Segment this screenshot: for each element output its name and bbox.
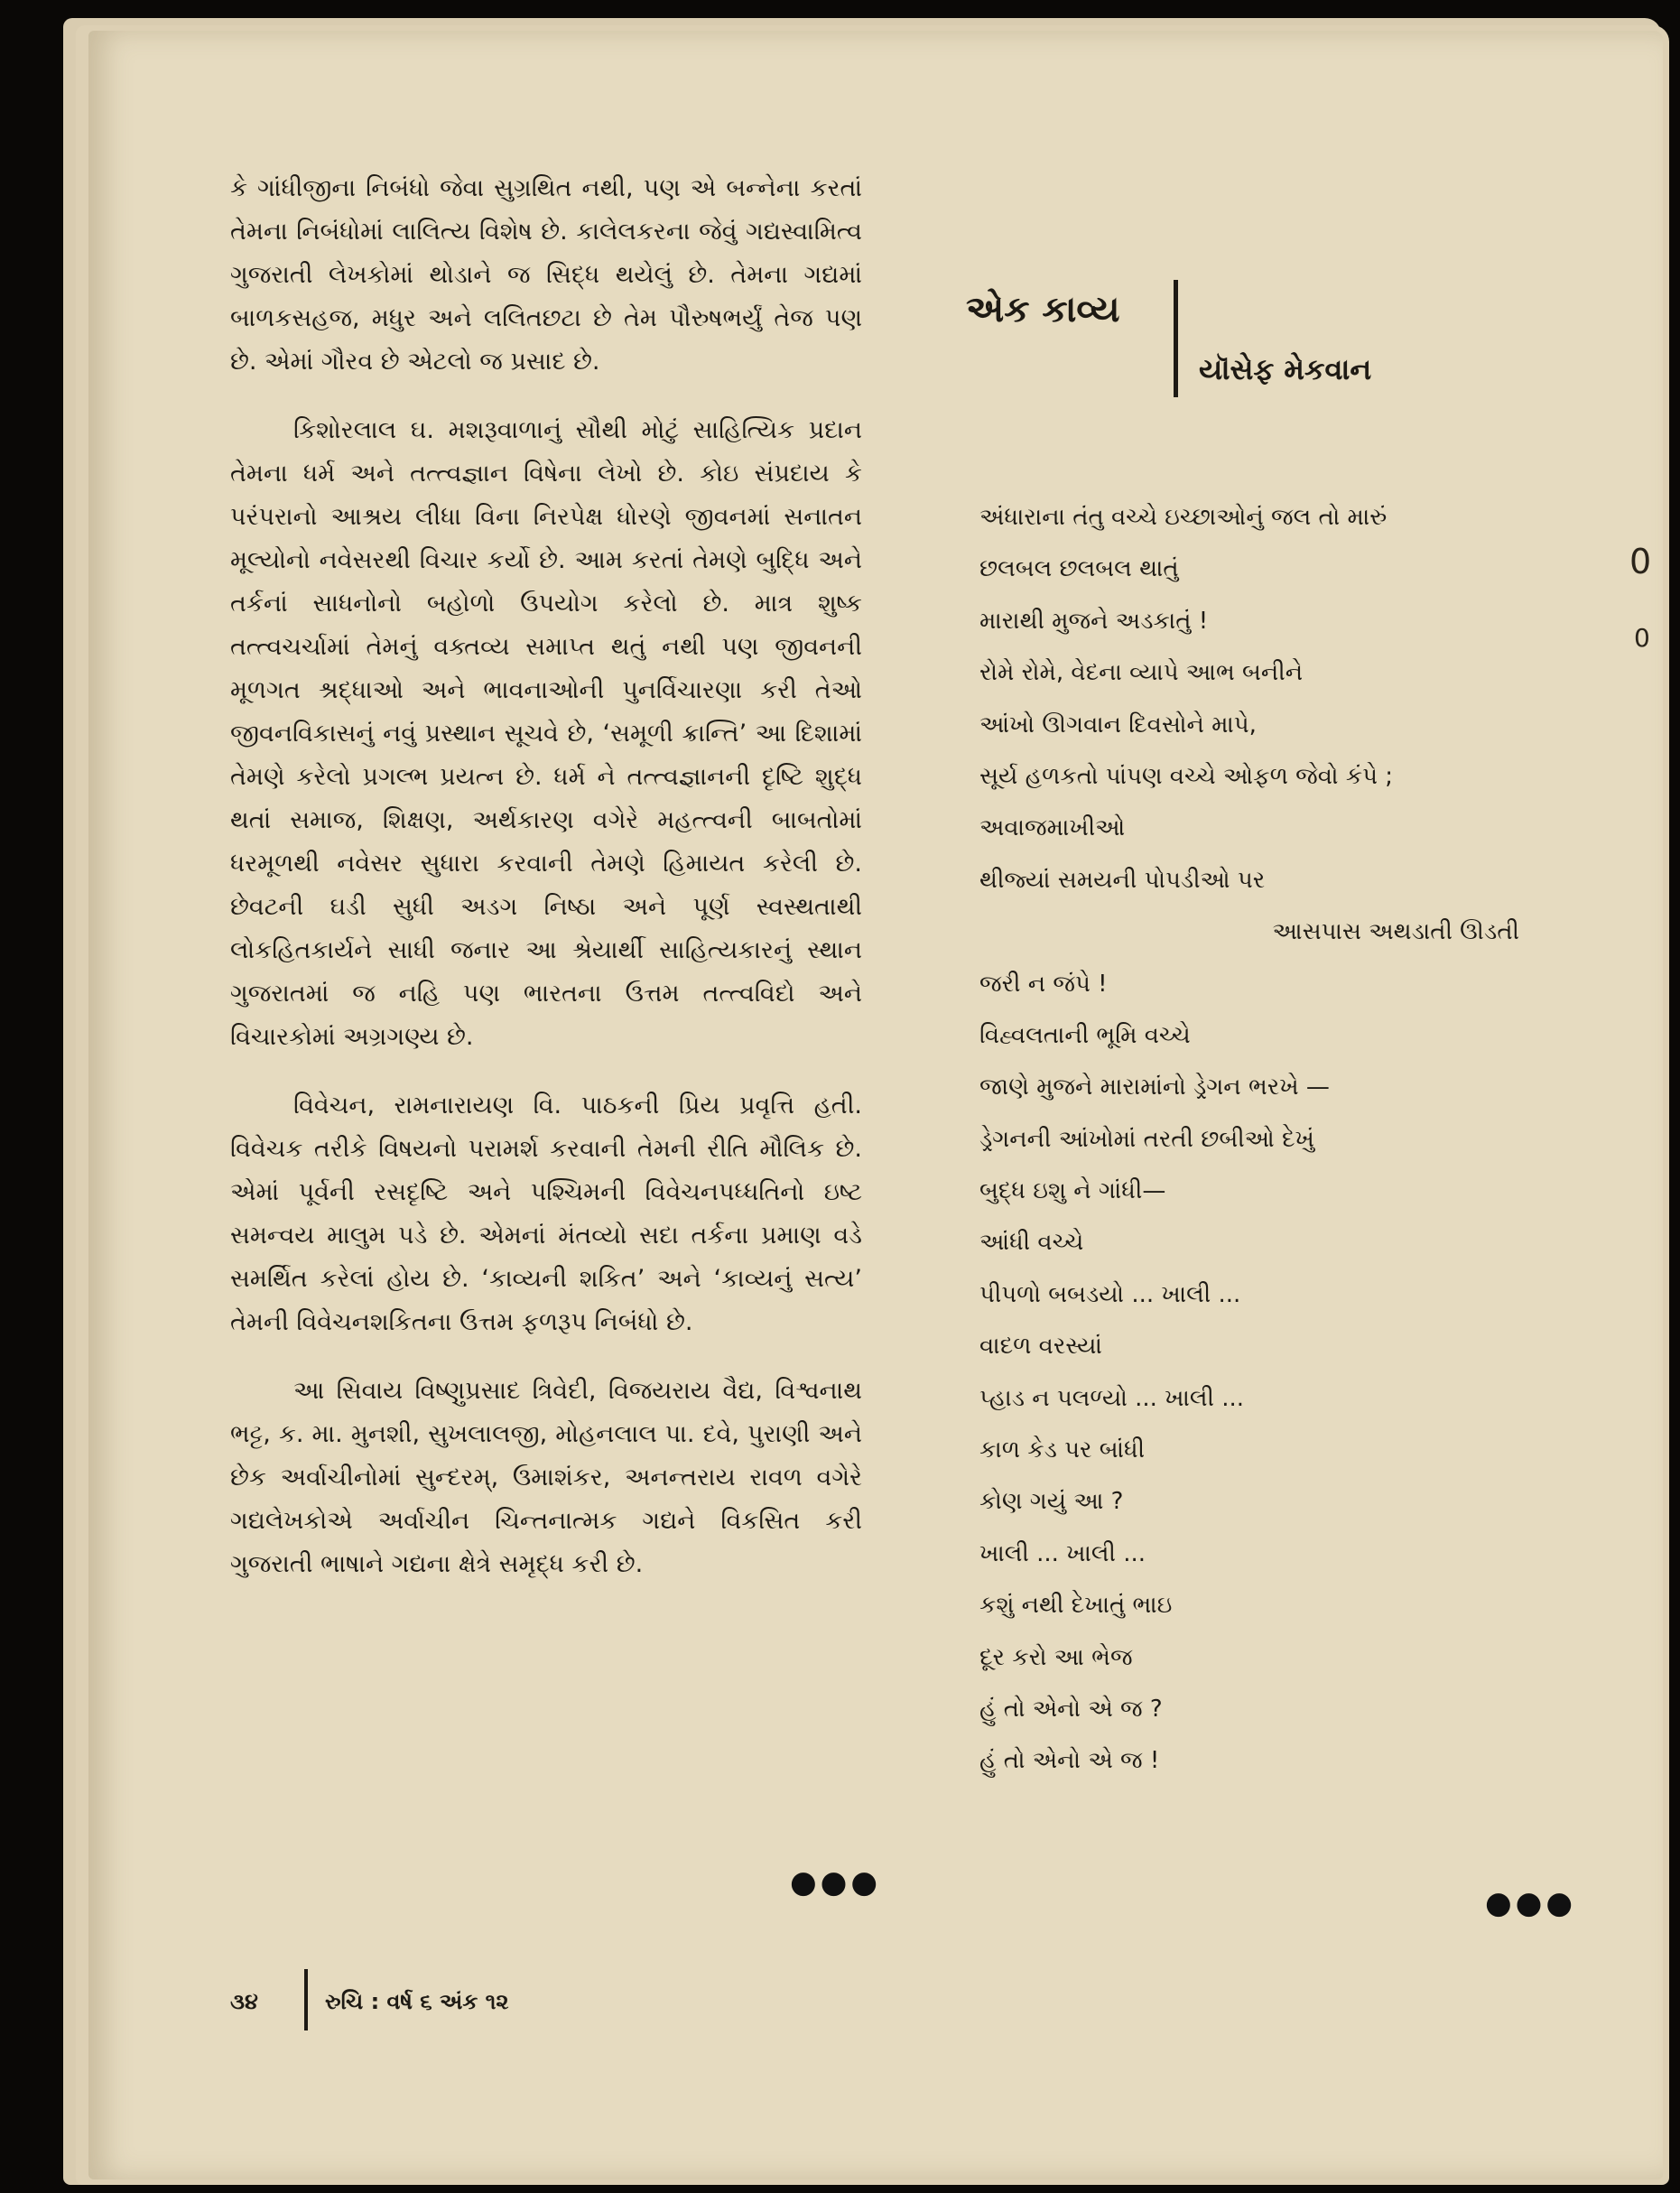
end-ornament-right: ●●● (1485, 1885, 1577, 1921)
poem-author: યૉસેફ મેકવાન (1199, 352, 1372, 386)
poem-line: પ્હાડ ન પલળ્યો ... ખાલી ... (979, 1384, 1245, 1412)
poem-line: પીપળો બબડયો ... ખાલી ... (979, 1280, 1241, 1308)
footer-divider (304, 1969, 308, 2030)
poem-line: થીજ્યાં સમયની પોપડીઓ પર (979, 866, 1266, 894)
title-divider (1174, 280, 1178, 397)
poem-line: ખાલી ... ખાલી ... (979, 1539, 1146, 1567)
poem-line: વિહ્વલતાની ભૂમિ વચ્ચે (979, 1021, 1191, 1049)
end-ornament-left: ●●● (790, 1864, 882, 1900)
paragraph-3: વિવેચન, રામનારાયણ વિ. પાઠકની પ્રિય પ્રવૃત્તિ હતી. વિવેચક તરીકે વિષયનો પરામર્શ કરવાની તેમની રીતિ મૌલિક છે. એમાં પૂર્વની રસદૃષ્ટિ અને પશ્ચિમની વિવેચનપધ્ધતિનો ઇષ્ટ સમન્વય માલુમ પડે છે. એમનાં મંતવ્યો સદા તર્કના પ્રમાણ વડે સમર્થિત કરેલાં હોય છે. ‘કાવ્યની શકિત’ અને ‘કાવ્યનું સત્ય’ તેમની વિવેચનશકિતના ઉત્તમ ફળરૂપ નિબંધો છે. (230, 1092, 862, 1336)
poem-line: આંખો ઊગવાન દિવસોને માપે, (979, 711, 1257, 739)
binding-hole-mark: 0 (1629, 542, 1652, 581)
poem-line: રોમે રોમે, વેદના વ્યાપે આભ બનીને (979, 659, 1304, 687)
poem-line: અંધારાના તંતુ વચ્ચે ઇચ્છાઓનું જલ તો મારું (979, 504, 1388, 531)
paragraph-2: કિશોરલાલ ઘ. મશરૂવાળાનું સૌથી મોટું સાહિત્યિક પ્રદાન તેમના ધર્મ અને તત્ત્વજ્ઞાન વિષેના લેખો છે. કોઇ સંપ્રદાય કે પરંપરાનો આશ્રય લીધા વિના નિરપેક્ષ ધોરણે જીવનમાં સનાતન મૂલ્યોનો નવેસરથી વિચાર કર્યો છે. આમ કરતાં તેમણે બુદ્ધિ અને તર્કનાં સાધનોનો બહોળો ઉપયોગ કરેલો છે. માત્ર શુષ્ક તત્ત્વચર્ચામાં તેમનું વક્તવ્ય સમાપ્ત થતું નથી પણ જીવનની મૂળગત શ્રદ્ધાઓ અને ભાવનાઓની પુનર્વિચારણા કરી તેઓ જીવનવિકાસનું નવું પ્રસ્થાન સૂચવે છે, ‘સમૂળી ક્રાન્તિ’ આ દિશામાં તેમણે કરેલો પ્રગલ્ભ પ્રયત્ન છે. ધર્મ ને તત્ત્વજ્ઞાનની દૃષ્ટિ શુદ્ધ થતાં સમાજ, શિક્ષણ, અર્થકારણ વગેરે મહત્ત્વની બાબતોમાં ધરમૂળથી નવેસર સુધારા કરવાની તેમણે હિમાયત કરેલી છે. છેવટની ઘડી સુધી અડગ નિષ્ઠા અને પૂર્ણ સ્વસ્થતાથી લોકહિતકાર્યને સાધી જનાર આ શ્રેયાર્થી સાહિત્યકારનું સ્થાન ગુજરાતમાં જ નહિ પણ ભારતના ઉત્તમ તત્ત્વવિદો અને વિચારકોમાં અગ્રગણ્ય છે. (230, 416, 862, 1051)
poem-line: હું તો એનો એ જ ! (979, 1747, 1160, 1775)
poem-line: આસપાસ અથડાતી ઊડતી (1272, 918, 1519, 946)
poem-title: એક કાવ્ય (966, 289, 1120, 330)
issue-info: રુચિ : વર્ષ ૬ અંક ૧૨ (325, 1989, 509, 2014)
poem-line: જાણે મુજને મારામાંનો ડ્રેગન ભરખે — (979, 1073, 1330, 1101)
poem-line: જરી ન જંપે ! (979, 970, 1108, 998)
left-column (230, 167, 862, 1612)
poem-header (966, 280, 1471, 397)
poem-line: છલબલ છલબલ થાતું (979, 555, 1179, 583)
poem-line: આંધી વચ્ચે (979, 1229, 1084, 1257)
poem-line: મારાથી મુજને અડકાતું ! (979, 607, 1209, 635)
poem-line: દૂર કરો આ ભેજ (979, 1643, 1133, 1671)
poem-line: કાળ કેડ પર બાંધી (979, 1436, 1146, 1464)
poem-line: બુદ્ધ ઇશુ ને ગાંધી— (979, 1177, 1166, 1205)
paragraph-4: આ સિવાય વિષ્ણુપ્રસાદ ત્રિવેદી, વિજયરાય વૈદ્ય, વિશ્વનાથ ભટ્ટ, ક. મા. મુનશી, સુખલાલજી, મોહનલાલ પા. દવે, પુરાણી અને છેક અર્વાચીનોમાં સુન્દરમ્, ઉમાશંકર, અનન્તરાય રાવળ વગેરે ગદ્યલેખકોએ અર્વાચીન ચિન્તનાત્મક ગદ્યને વિકસિત કરી ગુજરાતી ભાષાને ગદ્યના ક્ષેત્રે સમૃદ્ધ કરી છે. (230, 1377, 862, 1578)
poem-line: ડ્રેગનની આંખોમાં તરતી છબીઓ દેખું (979, 1125, 1314, 1153)
poem-line: વાદળ વરસ્યાં (979, 1333, 1102, 1361)
page-number: ૩૪ (230, 1989, 258, 2014)
poem-line: સૂર્ય હળકતો પાંપણ વચ્ચે ઓફળ જેવો કંપે ; (979, 762, 1393, 790)
poem-line: અવાજમાખીઓ (979, 814, 1126, 842)
poem-body (979, 492, 1521, 1788)
poem-line: કશું નથી દેખાતું ભાઇ (979, 1592, 1173, 1620)
paragraph-1: કે ગાંધીજીના નિબંધો જેવા સુગ્રથિત નથી, પણ એ બન્નેના કરતાં તેમના નિબંધોમાં લાલિત્ય વિશેષ છે. કાલેલકરના જેવું ગદ્યસ્વામિત્વ ગુજરાતી લેખકોમાં થોડાને જ સિદ્ધ થયેલું છે. તેમના ગદ્યમાં બાળકસહજ, મધુર અને લલિતછટા છે તેમ પૌરુષભર્યું તેજ પણ છે. એમાં ગૌરવ છે એટલો જ પ્રસાદ છે. (230, 174, 862, 376)
poem-line: કોણ ગયું આ ? (979, 1488, 1124, 1516)
binding-hole-mark: 0 (1634, 623, 1650, 653)
poem-line: હું તો એનો એ જ ? (979, 1695, 1163, 1723)
